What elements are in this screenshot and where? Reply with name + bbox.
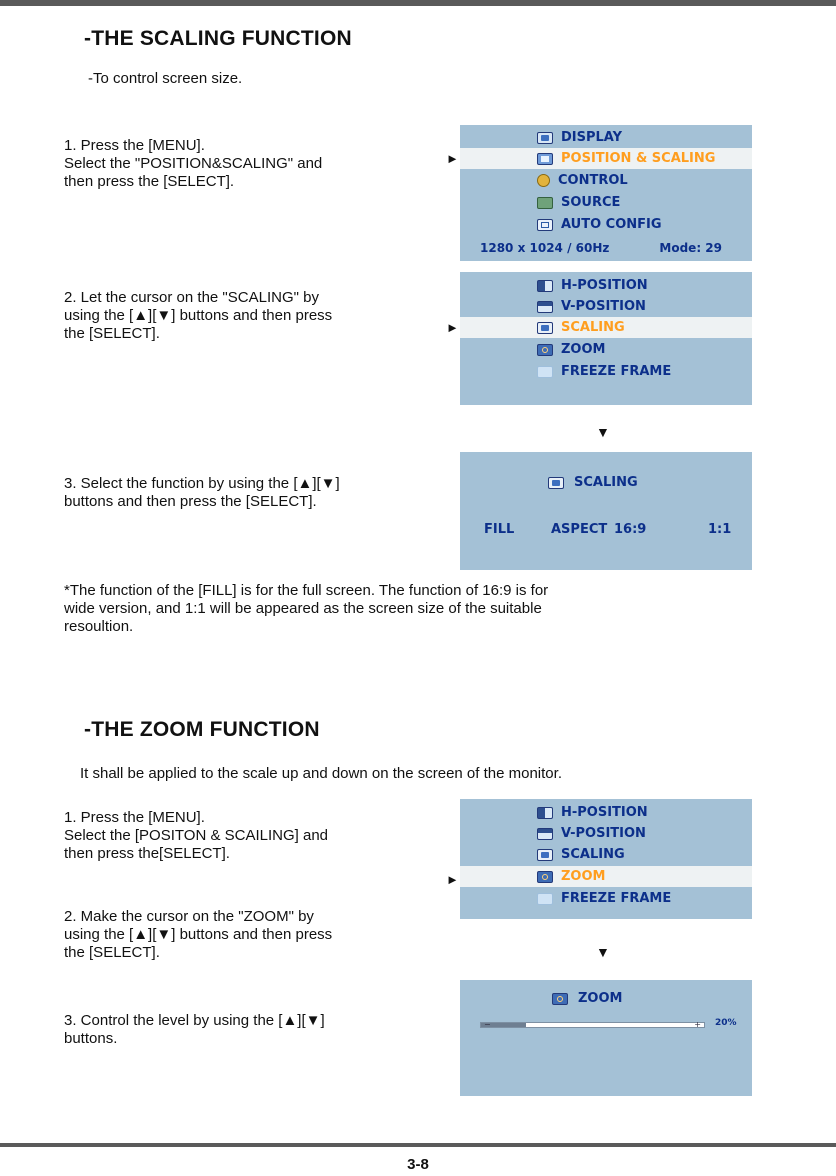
down-arrow-icon: ▼: [596, 944, 610, 960]
menu-item-auto-config[interactable]: [460, 214, 752, 235]
scaling-icon: [537, 849, 553, 861]
text-line: the [SELECT].: [64, 325, 160, 342]
text-line: *The function of the [FILL] is for the full screen. The function of 16:9 is for: [64, 582, 549, 599]
text-line: resoultion.: [64, 618, 134, 635]
text-line: 1. Press the [MENU].: [64, 137, 205, 154]
text-line: Select the "POSITION&SCALING" and: [64, 155, 323, 172]
menu-item-label: ZOOM: [561, 869, 606, 884]
auto-config-icon: [537, 219, 553, 231]
pointer-arrow-icon: ►: [446, 151, 459, 166]
zoom-step1: [64, 809, 328, 863]
menu-item-label: H-POSITION: [561, 805, 648, 820]
zoom-heading: -THE ZOOM FUNCTION: [84, 718, 320, 741]
text-line: 2. Make the cursor on the "ZOOM" by: [64, 908, 314, 925]
h-position-icon: [537, 280, 553, 292]
menu-item-label: SCALING: [561, 320, 625, 335]
position-scaling-icon: [537, 153, 553, 165]
scaling-icon: [537, 322, 553, 334]
position-menu-osd-zoom: [460, 799, 752, 919]
menu-item-freeze-frame[interactable]: [460, 361, 752, 382]
panel-title-label: SCALING: [574, 475, 638, 490]
scaling-step2: [64, 289, 332, 343]
down-arrow-icon: ▼: [596, 424, 610, 440]
zoom-icon: [552, 993, 568, 1005]
scaling-panel-title: [548, 475, 638, 490]
text-line: 2. Let the cursor on the "SCALING" by: [64, 289, 319, 306]
option-fill[interactable]: FILL: [484, 522, 515, 537]
v-position-icon: [537, 828, 553, 840]
zoom-step3: [64, 1012, 325, 1048]
scaling-subtitle: -To control screen size.: [88, 70, 243, 87]
menu-item-label: H-POSITION: [561, 278, 648, 293]
menu-item-display[interactable]: [460, 127, 752, 148]
zoom-level-readout: 20%: [715, 1018, 737, 1028]
scaling-panel-osd: [460, 452, 752, 570]
menu-item-label: CONTROL: [558, 173, 628, 188]
zoom-panel-title: [552, 991, 622, 1006]
menu-item-label: AUTO CONFIG: [561, 217, 662, 232]
text-line: buttons and then press the [SELECT].: [64, 493, 317, 510]
option-16-9[interactable]: 16:9: [614, 522, 647, 537]
menu-item-label: POSITION & SCALING: [561, 151, 716, 166]
text-line: 3. Control the level by using the [▲][▼]: [64, 1012, 325, 1029]
zoom-icon: [537, 871, 553, 883]
text-line: buttons.: [64, 1030, 118, 1047]
zoom-plus-icon[interactable]: +: [694, 1020, 701, 1029]
zoom-step2: [64, 908, 332, 962]
scaling-step3: [64, 475, 340, 511]
scaling-icon: [548, 477, 564, 489]
mode-readout: Mode: 29: [659, 241, 722, 255]
menu-item-position-scaling[interactable]: [460, 148, 752, 169]
text-line: using the [▲][▼] buttons and then press: [64, 926, 333, 943]
option-aspect[interactable]: ASPECT: [551, 522, 608, 537]
text-line: Select the [POSITON & SCAILING] and: [64, 827, 329, 844]
text-line: wide version, and 1:1 will be appeared as the screen size of the suitable: [64, 600, 542, 617]
position-menu-osd-scaling: [460, 272, 752, 405]
menu-item-label: DISPLAY: [561, 130, 623, 145]
control-icon: [537, 174, 550, 187]
h-position-icon: [537, 807, 553, 819]
text-line: then press the [SELECT].: [64, 173, 235, 190]
menu-item-scaling[interactable]: [460, 317, 752, 338]
osd-status-bar: [480, 241, 722, 255]
text-line: then press the[SELECT].: [64, 845, 230, 862]
page-number: 3-8: [407, 1156, 429, 1173]
zoom-icon: [537, 344, 553, 356]
menu-item-v-position[interactable]: [460, 823, 752, 844]
freeze-frame-icon: [537, 893, 553, 905]
panel-title-label: ZOOM: [578, 991, 623, 1006]
menu-item-zoom[interactable]: [460, 339, 752, 360]
scaling-step1: [64, 137, 322, 191]
menu-item-h-position[interactable]: [460, 275, 752, 296]
zoom-level-slider[interactable]: [480, 1022, 705, 1028]
option-1-1[interactable]: 1:1: [708, 522, 732, 537]
scaling-heading: -THE SCALING FUNCTION: [84, 27, 352, 50]
menu-item-label: SOURCE: [561, 195, 621, 210]
source-icon: [537, 197, 553, 209]
freeze-frame-icon: [537, 366, 553, 378]
menu-item-v-position[interactable]: [460, 296, 752, 317]
menu-item-control[interactable]: [460, 170, 752, 191]
pointer-arrow-icon: ►: [446, 320, 459, 335]
menu-item-label: V-POSITION: [561, 299, 646, 314]
main-menu-osd: [460, 125, 752, 261]
text-line: the [SELECT].: [64, 944, 160, 961]
text-line: 1. Press the [MENU].: [64, 809, 205, 826]
v-position-icon: [537, 301, 553, 313]
menu-item-zoom[interactable]: [460, 866, 752, 887]
menu-item-label: ZOOM: [561, 342, 606, 357]
menu-item-label: V-POSITION: [561, 826, 646, 841]
menu-item-freeze-frame[interactable]: [460, 888, 752, 909]
zoom-subtitle: It shall be applied to the scale up and down on the screen of the monitor.: [80, 765, 562, 782]
display-icon: [537, 132, 553, 144]
text-line: using the [▲][▼] buttons and then press: [64, 307, 333, 324]
menu-item-label: FREEZE FRAME: [561, 364, 672, 379]
bottom-rule: [0, 1143, 836, 1147]
menu-item-source[interactable]: [460, 192, 752, 213]
zoom-minus-icon[interactable]: −: [484, 1020, 491, 1029]
menu-item-label: FREEZE FRAME: [561, 891, 672, 906]
scaling-note: [64, 582, 548, 636]
pointer-arrow-icon: ►: [446, 872, 459, 887]
menu-item-scaling[interactable]: [460, 844, 752, 865]
menu-item-label: SCALING: [561, 847, 625, 862]
resolution-readout: 1280 x 1024 / 60Hz: [480, 241, 610, 255]
zoom-panel-osd: [460, 980, 752, 1096]
top-rule: [0, 0, 836, 6]
text-line: 3. Select the function by using the [▲][▼]: [64, 475, 340, 492]
menu-item-h-position[interactable]: [460, 802, 752, 823]
